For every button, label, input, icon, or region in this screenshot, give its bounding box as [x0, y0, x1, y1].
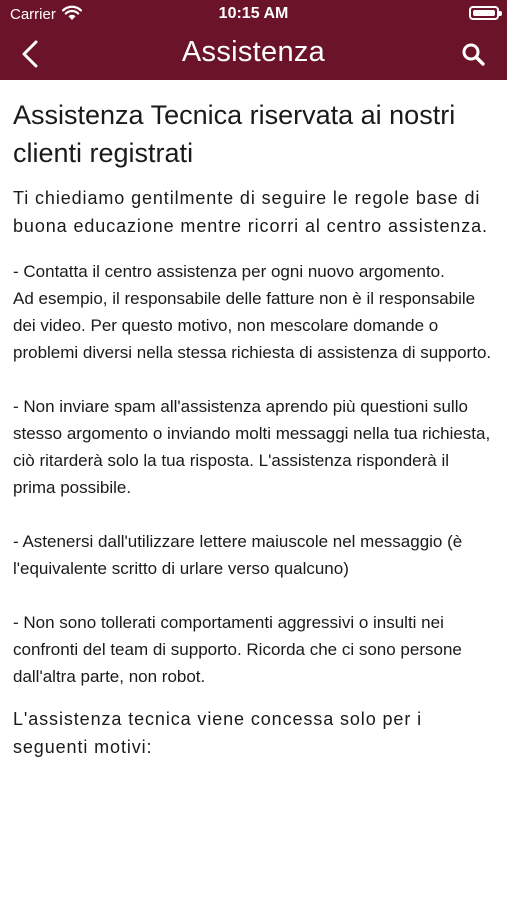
carrier-label: Carrier [10, 6, 56, 23]
footer-note: L'assistenza tecnica viene concessa solo per i seguenti motivi: [13, 709, 423, 757]
support-content [13, 96, 493, 761]
rule-1-detail: Ad esempio, il responsabile delle fatture non è il responsabile dei video. Per questo motivo, non mescolare domande o problemi diversi nella stessa richiesta di assistenza di supporto. [13, 289, 492, 362]
status-bar [0, 0, 507, 28]
page-title: Assistenza [181, 36, 326, 68]
status-time: 10:15 AM [218, 5, 289, 22]
intro-text: Ti chiediamo gentilmente di seguire le regole base di buona educazione mentre ricorri al centro assistenza. [13, 188, 488, 236]
rule-2: - Non inviare spam all'assistenza aprendo più questioni sullo stesso argomento o inviando molti messaggi nella tua richiesta, ciò ritarderà solo la tua risposta. L'assistenza risponderà il prima possibile. [13, 397, 491, 497]
rule-1 [13, 258, 493, 366]
rule-1-title: - Contatta il centro assistenza per ogni nuovo argomento. [13, 262, 445, 281]
rule-3: - Astenersi dall'utilizzare lettere maiuscole nel messaggio (è l'equivalente scritto di urlare verso qualcuno) [13, 532, 463, 578]
search-icon[interactable] [461, 42, 487, 68]
content-heading: Assistenza Tecnica riservata ai nostri clienti registrati [13, 100, 456, 168]
navigation-bar [0, 28, 507, 80]
battery-icon [469, 6, 499, 20]
rule-4: - Non sono tollerati comportamenti aggressivi o insulti nei confronti del team di supporto. Ricorda che ci sono persone dall'altra parte, non robot. [13, 613, 462, 686]
